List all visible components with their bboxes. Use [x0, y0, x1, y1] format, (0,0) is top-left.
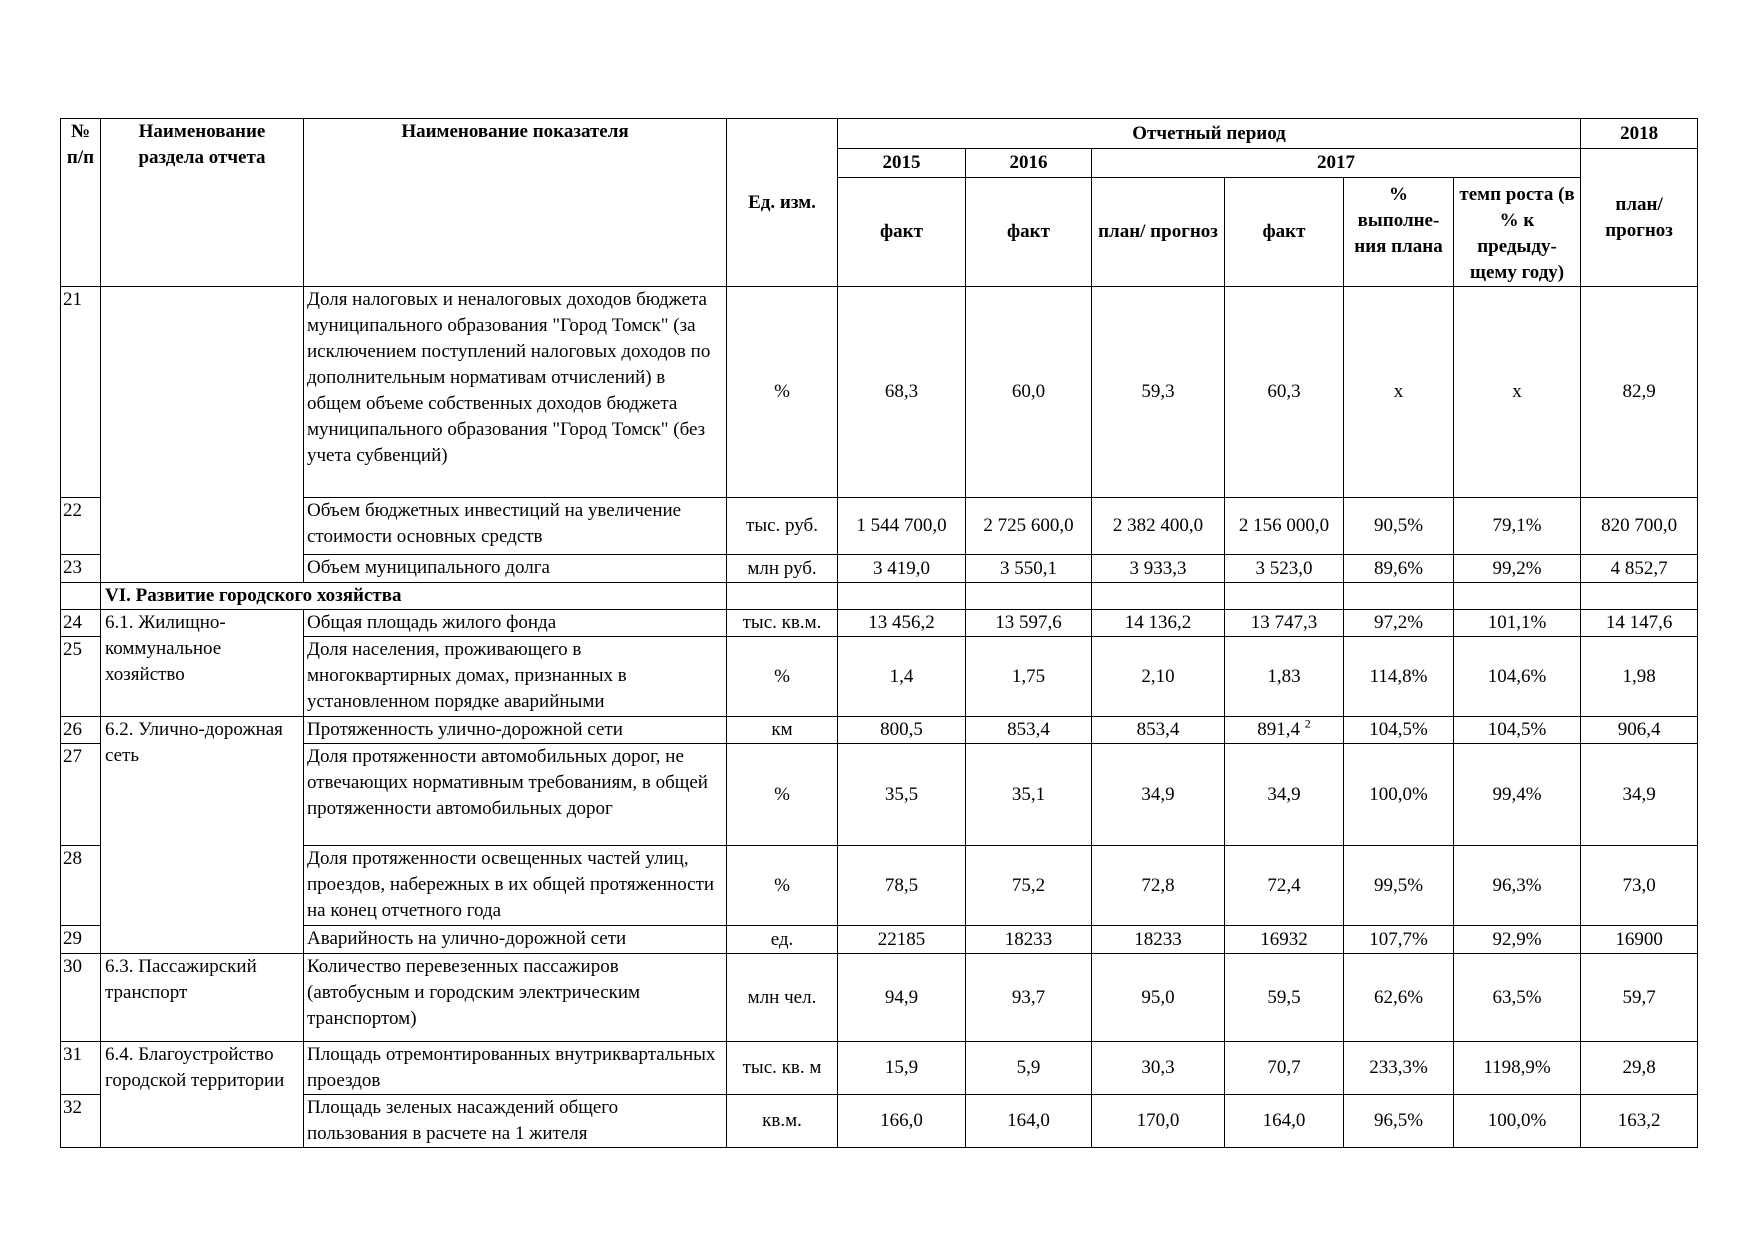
value-2015: 1,4	[838, 637, 966, 717]
unit-cell: кв.м.	[727, 1095, 838, 1148]
unit-cell: %	[727, 846, 838, 926]
value-fact-2017: 34,9	[1225, 744, 1344, 846]
value-fact-2017: 1,83	[1225, 637, 1344, 717]
value-2016: 3 550,1	[966, 555, 1092, 583]
value-2015: 94,9	[838, 954, 966, 1042]
value-plan-2018: 29,8	[1581, 1042, 1698, 1095]
value-pct-plan: 114,8%	[1344, 637, 1454, 717]
section-cell-empty	[101, 287, 304, 583]
value-2015: 13 456,2	[838, 610, 966, 637]
row-num: 27	[61, 744, 101, 846]
table-row	[61, 1095, 1698, 1148]
value-2015: 68,3	[838, 287, 966, 498]
unit-cell: тыс. кв.м.	[727, 610, 838, 637]
value-fact-2017: 60,3	[1225, 287, 1344, 498]
value-plan-2017: 95,0	[1092, 954, 1225, 1042]
value-pct-plan: 96,5%	[1344, 1095, 1454, 1148]
value-2016: 60,0	[966, 287, 1092, 498]
header-period: Отчетный период	[838, 119, 1581, 149]
row-num: 31	[61, 1042, 101, 1095]
value-2016: 5,9	[966, 1042, 1092, 1095]
indicator-name: Протяженность улично-дорожной сети	[304, 717, 727, 744]
value-fact-2017: 164,0	[1225, 1095, 1344, 1148]
value-pct-plan: 62,6%	[1344, 954, 1454, 1042]
value-pct-plan: 99,5%	[1344, 846, 1454, 926]
value-pct-plan: 107,7%	[1344, 926, 1454, 954]
header-fact-2016: факт	[966, 178, 1092, 287]
value-fact-2017: 70,7	[1225, 1042, 1344, 1095]
header-2015: 2015	[838, 149, 966, 178]
header-section: Наименование раздела отчета	[101, 119, 304, 287]
value-2016: 93,7	[966, 954, 1092, 1042]
header-fact-2015: факт	[838, 178, 966, 287]
table-row	[61, 637, 1698, 717]
indicator-name: Общая площадь жилого фонда	[304, 610, 727, 637]
value-2016: 75,2	[966, 846, 1092, 926]
value-plan-2018: 163,2	[1581, 1095, 1698, 1148]
indicator-name: Площадь отремонтированных внутриквартальных проездов	[304, 1042, 727, 1095]
unit-cell: тыс. кв. м	[727, 1042, 838, 1095]
empty-cell	[966, 583, 1092, 610]
section-row	[61, 583, 1698, 610]
indicator-name: Объем бюджетных инвестиций на увеличение стоимости основных средств	[304, 498, 727, 555]
value-2015: 1 544 700,0	[838, 498, 966, 555]
section-6-1: 6.1. Жилищно-коммунальное хозяйство	[101, 610, 304, 717]
section-6-2: 6.2. Улично-дорожная сеть	[101, 717, 304, 954]
table-row	[61, 846, 1698, 926]
value-2016: 2 725 600,0	[966, 498, 1092, 555]
value-2015: 800,5	[838, 717, 966, 744]
value-plan-2018: 906,4	[1581, 717, 1698, 744]
header-2018: 2018	[1581, 119, 1698, 149]
value-plan-2017: 30,3	[1092, 1042, 1225, 1095]
value-plan-2018: 820 700,0	[1581, 498, 1698, 555]
value-pct-plan: 100,0%	[1344, 744, 1454, 846]
indicator-name: Площадь зеленых насаждений общего пользования в расчете на 1 жителя	[304, 1095, 727, 1148]
row-num: 29	[61, 926, 101, 954]
report-table	[60, 118, 1698, 1148]
row-num-empty	[61, 583, 101, 610]
section-title: VI. Развитие городского хозяйства	[101, 583, 727, 610]
header-plan-2017: план/ прогноз	[1092, 178, 1225, 287]
table-row	[61, 926, 1698, 954]
indicator-name: Доля протяженности автомобильных дорог, не отвечающих нормативным требованиям, в общей протяженности автомобильных дорог	[304, 744, 727, 846]
empty-cell	[1092, 583, 1225, 610]
value-fact-2017: 16932	[1225, 926, 1344, 954]
row-num: 32	[61, 1095, 101, 1148]
value-2016: 853,4	[966, 717, 1092, 744]
row-num: 28	[61, 846, 101, 926]
row-num: 25	[61, 637, 101, 717]
value-pct-plan: 233,3%	[1344, 1042, 1454, 1095]
value-fact-2017: 13 747,3	[1225, 610, 1344, 637]
table-row	[61, 954, 1698, 1042]
value-2015: 3 419,0	[838, 555, 966, 583]
value-growth: 104,5%	[1454, 717, 1581, 744]
value-fact-2017	[1225, 717, 1344, 744]
empty-cell	[1344, 583, 1454, 610]
indicator-name: Объем муниципального долга	[304, 555, 727, 583]
row-num: 22	[61, 498, 101, 555]
value-pct-plan: 89,6%	[1344, 555, 1454, 583]
row-num: 23	[61, 555, 101, 583]
value-2015: 78,5	[838, 846, 966, 926]
value-plan-2017: 170,0	[1092, 1095, 1225, 1148]
value-2016: 164,0	[966, 1095, 1092, 1148]
header-pct-plan: % выполне-ния плана	[1344, 178, 1454, 287]
value-plan-2017: 3 933,3	[1092, 555, 1225, 583]
unit-cell: млн руб.	[727, 555, 838, 583]
row-num: 30	[61, 954, 101, 1042]
unit-cell: %	[727, 637, 838, 717]
row-num: 21	[61, 287, 101, 498]
value-pct-plan: x	[1344, 287, 1454, 498]
value-fact-2017: 2 156 000,0	[1225, 498, 1344, 555]
indicator-name: Аварийность на улично-дорожной сети	[304, 926, 727, 954]
value-plan-2018: 4 852,7	[1581, 555, 1698, 583]
value-growth: 101,1%	[1454, 610, 1581, 637]
value-plan-2018: 34,9	[1581, 744, 1698, 846]
header-2017: 2017	[1092, 149, 1581, 178]
table-row	[61, 610, 1698, 637]
value-plan-2018: 73,0	[1581, 846, 1698, 926]
footnote-mark: 2	[1304, 716, 1311, 731]
empty-cell	[1581, 583, 1698, 610]
value-plan-2018: 59,7	[1581, 954, 1698, 1042]
value-growth: 79,1%	[1454, 498, 1581, 555]
value-growth: 99,2%	[1454, 555, 1581, 583]
value-growth: 100,0%	[1454, 1095, 1581, 1148]
value-2016: 1,75	[966, 637, 1092, 717]
value-growth: 104,6%	[1454, 637, 1581, 717]
value-2015: 166,0	[838, 1095, 966, 1148]
value-growth: 99,4%	[1454, 744, 1581, 846]
value-plan-2017: 59,3	[1092, 287, 1225, 498]
unit-cell: ед.	[727, 926, 838, 954]
indicator-name: Доля населения, проживающего в многоквартирных домах, признанных в установленном порядке аварийными	[304, 637, 727, 717]
header-indicator: Наименование показателя	[304, 119, 727, 287]
empty-cell	[727, 583, 838, 610]
value-2015: 35,5	[838, 744, 966, 846]
row-num: 24	[61, 610, 101, 637]
value-growth: 1198,9%	[1454, 1042, 1581, 1095]
indicator-name: Доля налоговых и неналоговых доходов бюджета муниципального образования "Город Томск" (за исключением поступлений налоговых доходов по дополнительным нормативам отчислений) в общем объеме собственных доходов бюджета муниципального образования "Город Томск" (без учета субвенций)	[304, 287, 727, 498]
value-growth: 96,3%	[1454, 846, 1581, 926]
value-plan-2017: 18233	[1092, 926, 1225, 954]
value-plan-2018: 82,9	[1581, 287, 1698, 498]
value-2015: 15,9	[838, 1042, 966, 1095]
value-plan-2017: 72,8	[1092, 846, 1225, 926]
value-2015: 22185	[838, 926, 966, 954]
section-6-3: 6.3. Пассажирский транспорт	[101, 954, 304, 1042]
unit-cell: км	[727, 717, 838, 744]
unit-cell: млн чел.	[727, 954, 838, 1042]
empty-cell	[1454, 583, 1581, 610]
header-fact-2017: факт	[1225, 178, 1344, 287]
table-row	[61, 1042, 1698, 1095]
value-plan-2017: 34,9	[1092, 744, 1225, 846]
table-row	[61, 717, 1698, 744]
value-plan-2018: 14 147,6	[1581, 610, 1698, 637]
table-row	[61, 498, 1698, 555]
empty-cell	[838, 583, 966, 610]
empty-cell	[1225, 583, 1344, 610]
value-fact-2017: 3 523,0	[1225, 555, 1344, 583]
header-num: № п/п	[61, 119, 101, 287]
value-plan-2018: 1,98	[1581, 637, 1698, 717]
value-2016: 13 597,6	[966, 610, 1092, 637]
table-row	[61, 287, 1698, 498]
unit-cell: тыс. руб.	[727, 498, 838, 555]
value-2016: 18233	[966, 926, 1092, 954]
section-6-4: 6.4. Благоустройство городской территории	[101, 1042, 304, 1148]
value-plan-2018: 16900	[1581, 926, 1698, 954]
indicator-name: Доля протяженности освещенных частей улиц, проездов, набережных в их общей протяженности на конец отчетного года	[304, 846, 727, 926]
value-plan-2017: 2 382 400,0	[1092, 498, 1225, 555]
value-pct-plan: 97,2%	[1344, 610, 1454, 637]
header-unit: Ед. изм.	[727, 119, 838, 287]
header-2016: 2016	[966, 149, 1092, 178]
value-fact-2017: 72,4	[1225, 846, 1344, 926]
unit-cell: %	[727, 287, 838, 498]
value-plan-2017: 2,10	[1092, 637, 1225, 717]
value-growth: x	[1454, 287, 1581, 498]
table-row	[61, 555, 1698, 583]
table-row	[61, 744, 1698, 846]
value-fact-2017: 59,5	[1225, 954, 1344, 1042]
value-growth: 63,5%	[1454, 954, 1581, 1042]
unit-cell: %	[727, 744, 838, 846]
value-plan-2017: 853,4	[1092, 717, 1225, 744]
header-growth: темп роста (в % к предыду-щему году)	[1454, 178, 1581, 287]
header-plan-2018: план/ прогноз	[1581, 149, 1698, 287]
value-pct-plan: 104,5%	[1344, 717, 1454, 744]
value-pct-plan: 90,5%	[1344, 498, 1454, 555]
value-fact-2017-text: 891,4	[1257, 719, 1300, 740]
value-growth: 92,9%	[1454, 926, 1581, 954]
value-2016: 35,1	[966, 744, 1092, 846]
value-plan-2017: 14 136,2	[1092, 610, 1225, 637]
row-num: 26	[61, 717, 101, 744]
indicator-name: Количество перевезенных пассажиров (автобусным и городским электрическим транспортом)	[304, 954, 727, 1042]
